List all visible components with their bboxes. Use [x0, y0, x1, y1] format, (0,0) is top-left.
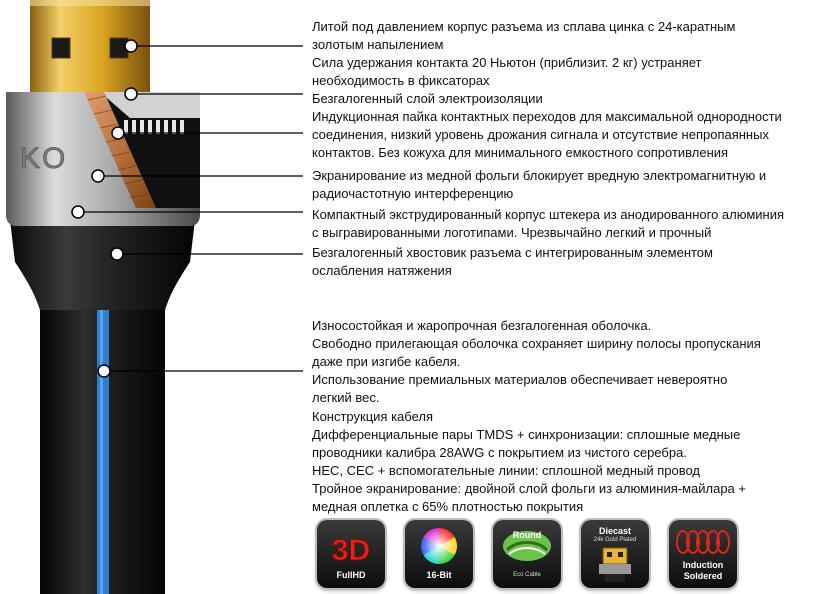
- construction-block: Конструкция кабеля Дифференциальные пары TMDS + синхронизации: сплошные медные проводники калибра 28AWG с покрытием из чистого серебра. HEC, CEC + вспомогательные линии: сплошной медный провод Тройное экранирование: двойной слой фольги из алюминия-майлара + медная оплетка с 65% плотностью покрытия: [312, 409, 746, 514]
- callout-dot-gold-tip: [125, 40, 137, 52]
- callout-induction-solder: Индукционная пайка контактных переходов для максимальной однородности соединения, низкий уровень дрожания сигнала и отсутствие непропаянных контактов. Без кожуха для минимального емкостного сопротивления: [312, 109, 782, 160]
- color-wheel-icon: [405, 522, 473, 572]
- strain-relief-boot: [10, 220, 195, 310]
- engraved-logo: KO: [20, 142, 68, 175]
- svg-text:3D: 3D: [331, 534, 371, 567]
- callout-dot-jacket: [98, 365, 110, 377]
- badge-diecast: Diecast 24k Gold Plated: [581, 520, 649, 588]
- callout-jacket: Износостойкая и жаропрочная безгалогенная оболочка. Свободно прилегающая оболочка сохраняет ширину полосы пропускания даже при изгибе кабеля. Использование премиальных материалов обеспечивает невероятно легкий вес.: [312, 318, 761, 405]
- callout-gold-tip: Литой под давлением корпус разъема из сплава цинка с 24-каратным золотым напылением Сила удержания контакта 20 Ньютон (приблизит. 2 кг) устраняет необходимость в фиксаторах: [312, 19, 736, 88]
- callout-insulation: Безгалогенный слой электроизоляции: [312, 91, 543, 106]
- badge-induction-soldered: Induction Soldered: [669, 520, 737, 588]
- badge-round-eco: Round Eco Cable: [493, 520, 561, 588]
- 3d-icon: [317, 522, 385, 572]
- construction-title: Конструкция кабеля: [312, 409, 433, 424]
- callout-dot-aluminum-shell: [72, 206, 84, 218]
- callout-dot-solder: [112, 127, 124, 139]
- callout-aluminum-shell: Компактный экструдированный корпус штекера из анодированного алюминия с выгравированными логотипами. Чрезвычайно легкий и прочный: [312, 207, 785, 240]
- callout-dot-insulation: [125, 88, 137, 100]
- callout-strain-relief: Безгалогенный хвостовик разъема с интегрированным элементом ослабления натяжения: [312, 245, 713, 278]
- badge-16-bit: 16-Bit: [405, 520, 473, 588]
- callout-dot-boot: [111, 248, 123, 260]
- badge-3d-fullhd: 3D FullHD: [317, 520, 385, 588]
- callout-dot-copper-shield: [92, 170, 104, 182]
- coil-icon: [669, 526, 737, 558]
- callout-copper-shield: Экранирование из медной фольги блокирует вредную электромагнитную и радиочастотную интерференцию: [312, 168, 767, 201]
- gold-connector-icon: [581, 546, 649, 586]
